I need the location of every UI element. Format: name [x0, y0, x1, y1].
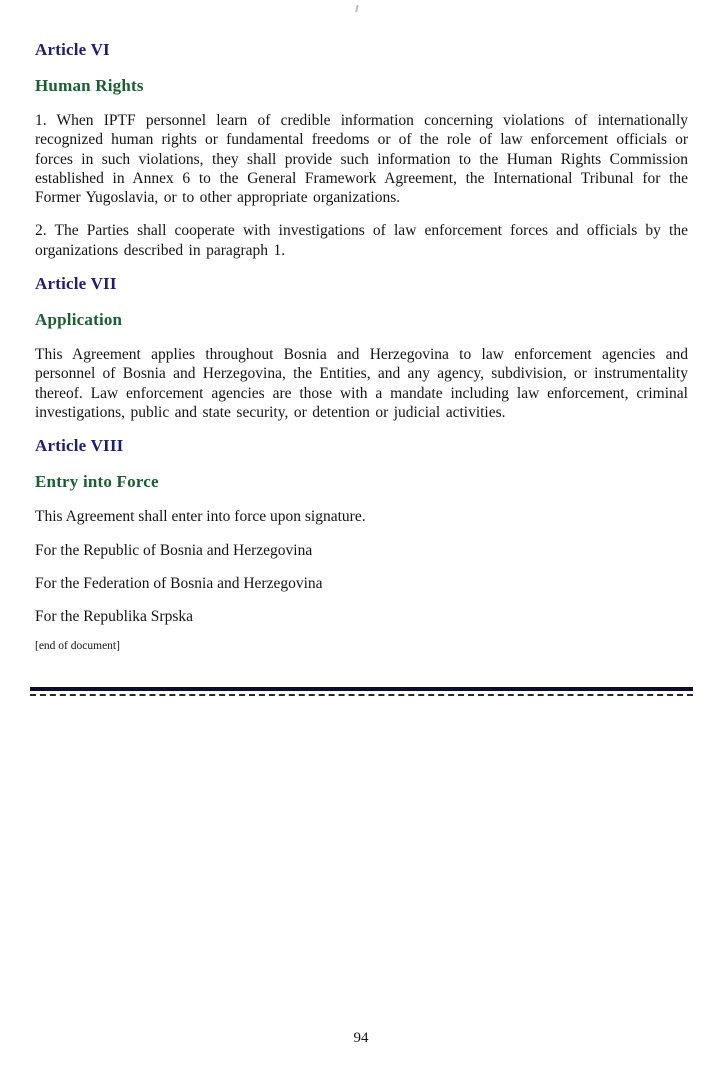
paragraph: 2. The Parties shall cooperate with investigations of law enforcement forces and officials by the organizations described in paragraph 1.: [35, 222, 688, 259]
article-vi-title: Human Rights: [35, 76, 144, 95]
horizontal-rule: [30, 687, 693, 696]
paragraph: This Agreement applies throughout Bosnia and Herzegovina to law enforcement agencies and personnel of Bosnia and Herzegovina, the Entities, and any agency, subdivision, or instrumentality thereof. Law enforcement agencies are those with a mandate including law enforcement, criminal investigations, public and state security, or detention or judicial activities.: [35, 346, 688, 421]
paragraph: This Agreement shall enter into force upon signature.: [35, 508, 366, 526]
signature-line-republika-srpska: For the Republika Srpska: [35, 608, 193, 626]
signature-line-federation: For the Federation of Bosnia and Herzegovina: [35, 574, 323, 592]
article-vii-title: Application: [35, 310, 123, 330]
article-viii-heading: Article VIII: [35, 436, 124, 456]
signature-line-republic: For the Republic of Bosnia and Herzegovina: [35, 541, 313, 559]
article-vi-heading: Article VI: [35, 40, 110, 59]
end-of-document-marker: [end of document]: [35, 640, 120, 653]
article-viii-title: Entry into Force: [35, 472, 159, 492]
page-number: 94: [353, 1030, 369, 1046]
scan-artifact: [355, 5, 359, 12]
paragraph: 1. When IPTF personnel learn of credible information concerning violations of internationally recognized human rights or fundamental freedoms or of the role of law enforcement officials or forces in such violations, they shall provide such information to the Human Rights Commission established in Annex 6 to the General Framework Agreement, the International Tribunal for the Former Yugoslavia, or to other appropriate organizations.: [35, 112, 688, 207]
article-vii-heading: Article VII: [35, 274, 117, 294]
